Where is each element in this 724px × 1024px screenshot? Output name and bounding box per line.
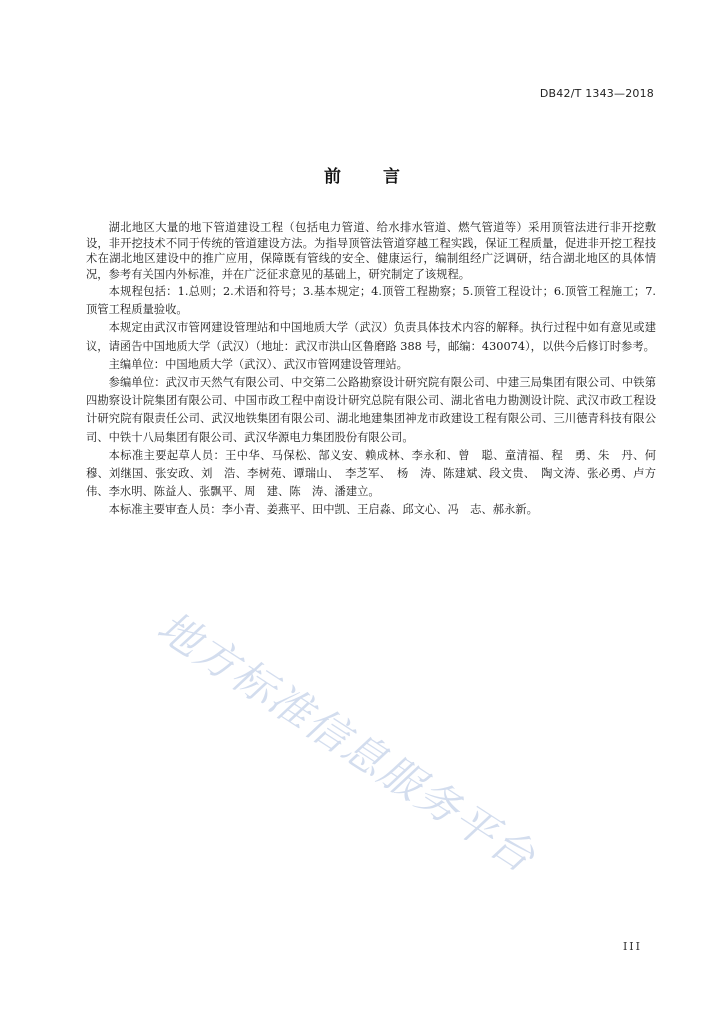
paragraph-chief-editors: 主编单位：中国地质大学（武汉）、武汉市管网建设管理站。 xyxy=(108,357,408,371)
paragraph-participating-units: 参编单位：武汉市天然气有限公司、中交第二公路勘察设计研究院有限公司、中建三局集团有限公司、中铁第四勘察设计院集团有限公司、中国市政工程中南设计研究总院有限公司、湖北省电力勘测设计院、武汉市政工程设计研究院有限责任公司、武汉地铁集团有限公司、湖北地建集团神龙市政建设工程有限公司、三川德青科技有限公司、中铁十八局集团有限公司、武汉华源电力集团股份有限公司。 xyxy=(86,376,656,444)
document-code: DB42/T 1343—2018 xyxy=(539,87,654,100)
watermark: 地方标准信息服务平台 xyxy=(148,601,545,883)
paragraph-reviewers: 本标准主要审查人员：李小青、姜燕平、田中凯、王启淼、邱文心、冯 志、郝永新。 xyxy=(108,503,538,517)
paragraph-background: 湖北地区大量的地下管道建设工程（包括电力管道、给水排水管道、燃气管道等）采用顶管法进行非开挖敷设，非开挖技术不同于传统的管道建设方法。为指导顶管法管道穿越工程实践，保证工程质量，促进非开挖工程技术在湖北地区建设中的推广应用，保障既有管线的安全、健康运行，编制组经广泛调研，结合湖北地区的具体情况，参考有关国内外标准，并在广泛征求意见的基础上，研究制定了该规程。 xyxy=(86,221,656,281)
paragraph-interpretation: 本规定由武汉市管网建设管理站和中国地质大学（武汉）负责具体技术内容的解释。执行过程中如有意见或建议，请函告中国地质大学（武汉）（地址：武汉市洪山区鲁磨路 388 号，邮编：430074），以供今后修订时参考。 xyxy=(86,321,656,353)
paragraph-drafters: 本标准主要起草人员：王中华、马保松、郜义安、赖成林、李永和、曾 聪、童清福、程 勇、朱 丹、何 穆、刘继国、张安政、刘 浩、李树苑、谭瑞山、 李芝军、 杨 涛、陈建斌、段文贵、 陶文涛、张必勇、卢方伟、李水明、陈益人、张飘平、周 建、陈 涛、潘建立。 xyxy=(86,448,668,499)
paragraph-contents: 本规程包括：1.总则；2.术语和符号；3.基本规定；4.顶管工程勘察；5.顶管工程设计；6.顶管工程施工；7.顶管工程质量验收。 xyxy=(86,285,656,317)
page-title: 前言 xyxy=(324,167,442,187)
page-number: III xyxy=(622,940,642,953)
preface-body xyxy=(86,220,668,520)
